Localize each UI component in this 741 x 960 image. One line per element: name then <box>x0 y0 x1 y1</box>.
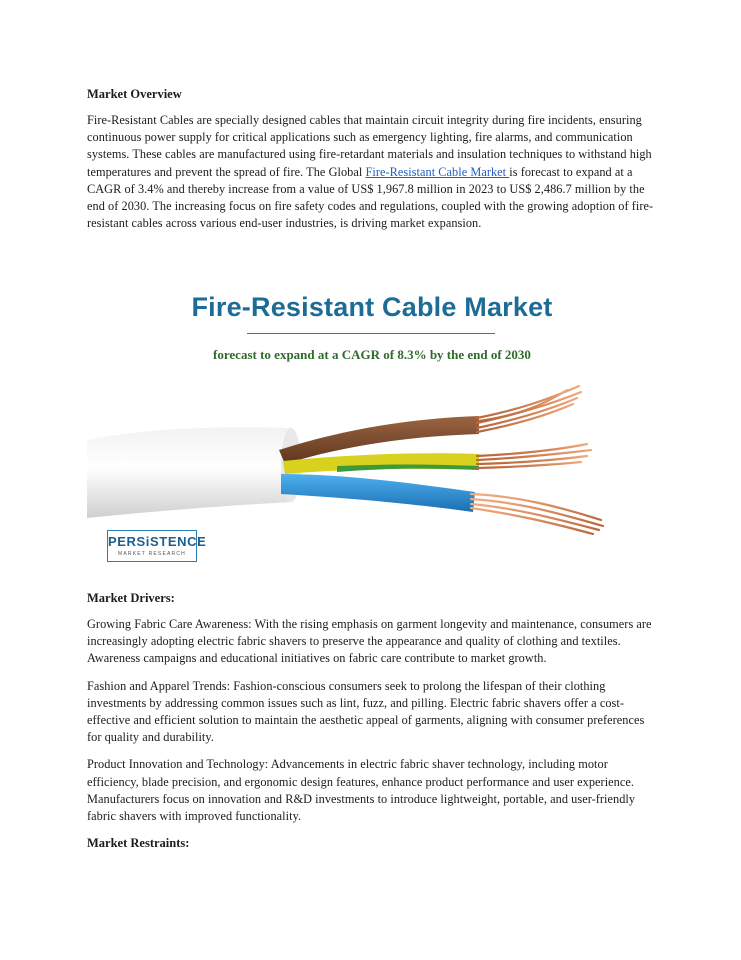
driver-fabric-care-awareness: Growing Fabric Care Awareness: With the rising emphasis on garment longevity and maintenance, consumers are increasingly adopting electric fabric shavers to preserve the appearance and quality of clothing and textiles. Awareness campaigns and educational initiatives on fabric care contribute to market growth. <box>87 617 652 666</box>
market-drivers-section <box>87 590 657 852</box>
fire-resistant-cable-market-link[interactable]: Fire-Resistant Cable Market <box>365 164 510 179</box>
logo-tagline: MARKET RESEARCH <box>118 551 186 557</box>
driver-fashion-apparel-trends: Fashion and Apparel Trends: Fashion-conscious consumers seek to prolong the lifespan of their clothing investments by addressing common issues such as lint, fuzz, and pilling. Electric fabric shavers offer a cost-effective and efficient solution to maintain the aesthetic appeal of garments, aligning with consumer preferences for quality and durability. <box>87 678 645 745</box>
market-banner-image <box>87 278 657 576</box>
market-overview-heading: Market Overview <box>87 87 182 101</box>
banner-divider <box>247 333 495 334</box>
copper-strands-bottom <box>471 494 603 534</box>
overview-text-start: Fire-Resistant Cables are specially designed cables that maintain circuit integrity during fire incidents, ensuring continuous power supply for critical applications such as emergency lighting, fire alarms, and communication systems. These cables are manufactured using fire-retardant materials and insulation techniques to withstand high temperatures and prevent the spread of fire. The Global <box>87 113 652 179</box>
banner-subtitle: forecast to expand at a CAGR of 8.3% by the end of 2030 <box>213 347 531 362</box>
market-overview-paragraph <box>87 112 657 232</box>
copper-strands-middle <box>477 444 591 468</box>
market-restraints-heading: Market Restraints: <box>87 836 190 851</box>
persistence-logo <box>107 530 207 562</box>
blue-wire <box>281 474 475 512</box>
overview-text-end: is forecast to expand at a CAGR of 3.4% and thereby increase from a value of US$ 1,967.8 million in 2023 to US$ 2,486.7 million by the end of 2030. The increasing focus on fire safety codes and regulations, coupled with the growing adoption of fire-resistant cables across various end-user industries, is driving market expansion. <box>87 164 654 231</box>
logo-wordmark: PERSiSTENCE <box>108 534 207 549</box>
copper-strands-top <box>477 386 581 432</box>
market-overview-section <box>87 86 657 232</box>
driver-product-innovation: Product Innovation and Technology: Advancements in electric fabric shaver technology, including motor efficiency, blade precision, and ergonomic design features, enhance product performance and user experience. Manufacturers focus on innovation and R&D investments to introduce lightweight, portable, and user-friendly fabric shavers with improved functionality. <box>87 757 636 824</box>
yellow-green-wire <box>283 453 479 474</box>
banner-title: Fire-Resistant Cable Market <box>191 292 553 322</box>
market-drivers-heading: Market Drivers: <box>87 591 175 605</box>
cable-sheath <box>87 427 292 518</box>
